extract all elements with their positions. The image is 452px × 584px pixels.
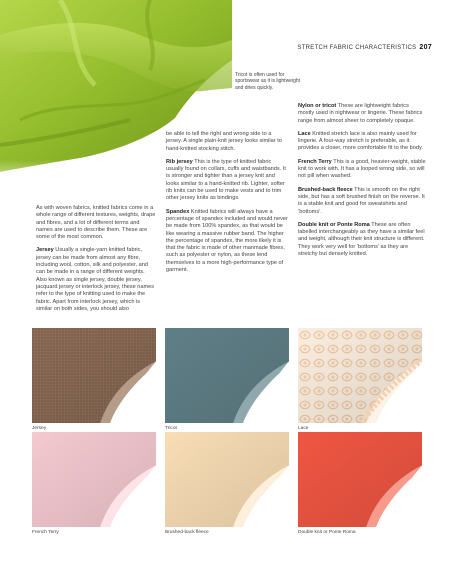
jersey-term: Jersey <box>36 247 54 254</box>
rib-jersey-paragraph <box>166 159 289 203</box>
swatch-graphic <box>298 328 422 423</box>
column-1 <box>36 205 156 319</box>
intro-paragraph: As with woven fabrics, knitted fabrics come in a whole range of different textures, weights, drape and fibres, and a lot of different terms and names are used to describe them. These are some of the most common. <box>36 205 156 241</box>
rib-text: This is the type of knitted fabric usually found on collars, cuffs and waistbands. It is stronger and tighter than a jersey knit and looks similar to a hand-knitted rib. Lighter, softer rib knits can be used to make vests and to trim other jersey knits as bindings. <box>166 158 286 202</box>
double-term: Double knit or Ponte Roma <box>298 221 370 228</box>
jersey-paragraph <box>36 247 156 313</box>
column-2 <box>166 131 289 280</box>
swatch-jersey <box>32 328 156 423</box>
jersey-continued: be able to tell the right and wrong side to a jersey. A single plain-knit jersey looks similar to hand-knitted stocking stitch. <box>166 131 282 152</box>
lace-term: Lace <box>298 130 311 137</box>
nylon-text: These are lightweight fabrics mostly used in nightwear or lingerie. These fabrics range from almost sheer to completely opaque. <box>298 103 423 124</box>
section-title: STRETCH FABRIC CHARACTERISTICS <box>297 45 417 51</box>
fleece-paragraph <box>298 187 426 216</box>
swatch-french-terry <box>32 432 156 527</box>
spandex-paragraph <box>166 209 289 275</box>
swatch-lace <box>298 328 422 423</box>
swatch-graphic <box>298 432 422 527</box>
swatch-graphic <box>32 328 156 423</box>
swatch-caption-tricot: Tricot <box>165 426 177 431</box>
double-knit-paragraph <box>298 222 426 258</box>
swatch-caption-jersey: Jersey <box>32 426 47 431</box>
swatch-double-knit <box>298 432 422 527</box>
hero-caption: Tricot is often used for sportswear as it is lightweight and dries quickly. <box>235 72 301 91</box>
lace-text: Knitted stretch lace is also mainly used for lingerie. A four-way stretch is preferable, as it provides a closer, more comfortable fit to the body. <box>298 130 423 152</box>
spandex-text: Knitted fabrics will always have a percentage of spandex included and would never be made from 100% spandex, as that would be like wearing a massive rubber band. The higher the percentage of spandex, the more likely it is that the fabric is made of other manmade fibres, such as polyester or nylon, as these lend themselves to a more high-performance type of garment. <box>166 208 288 274</box>
swatch-graphic <box>32 432 156 527</box>
spandex-term: Spandex <box>166 208 190 215</box>
swatch-tricot <box>165 328 289 423</box>
fleece-text: This is smooth on the right side, but has a soft brushed finish on the reverse. It is a stable knit and good for sweatshirts and ‘bottoms’. <box>298 186 425 215</box>
page-number: 207 <box>419 44 432 51</box>
terry-paragraph <box>298 159 426 181</box>
swatch-graphic <box>165 328 289 423</box>
swatch-caption-brushed-back-fleece: Brushed-back fleece <box>165 530 209 535</box>
running-header <box>297 44 432 51</box>
nylon-term: Nylon or tricot <box>298 103 337 109</box>
swatch-caption-lace: Lace <box>298 426 309 431</box>
rib-term: Rib jersey <box>166 158 193 165</box>
terry-term: French Terry <box>298 158 332 165</box>
swatch-graphic <box>165 432 289 527</box>
fleece-term: Brushed-back fleece <box>298 186 353 193</box>
lace-paragraph <box>298 131 426 153</box>
swatch-caption-french-terry: French Terry <box>32 530 59 535</box>
double-text: These are often labelled interchangeably as they have a similar feel and weight, although their knit structure is different. They work very well for ‘bottoms’ as they are stretchy but densely knitted. <box>298 221 425 258</box>
column-3 <box>298 103 426 264</box>
swatch-caption-double-knit: Double knit or Ponte Roma <box>298 530 356 535</box>
swatch-brushed-back-fleece <box>165 432 289 527</box>
jersey-text: Usually a single-yarn knitted fabric, jersey can be made from almost any fibre, including wool, cotton, silk and polyester, and can be made in a range of different weights. Also known as single jersey, double jersey, jacquard jersey or interlock jersey, these names refer to the type of knitting used to make the fabric. Apart from interlock jersey, which is similar on both sides, you should also <box>36 247 155 312</box>
nylon-paragraph <box>298 103 426 125</box>
terry-text: This is a good, heavier-weight, stable knit to work with. It has a looped wrong side, so will not pill when washed. <box>298 158 426 180</box>
